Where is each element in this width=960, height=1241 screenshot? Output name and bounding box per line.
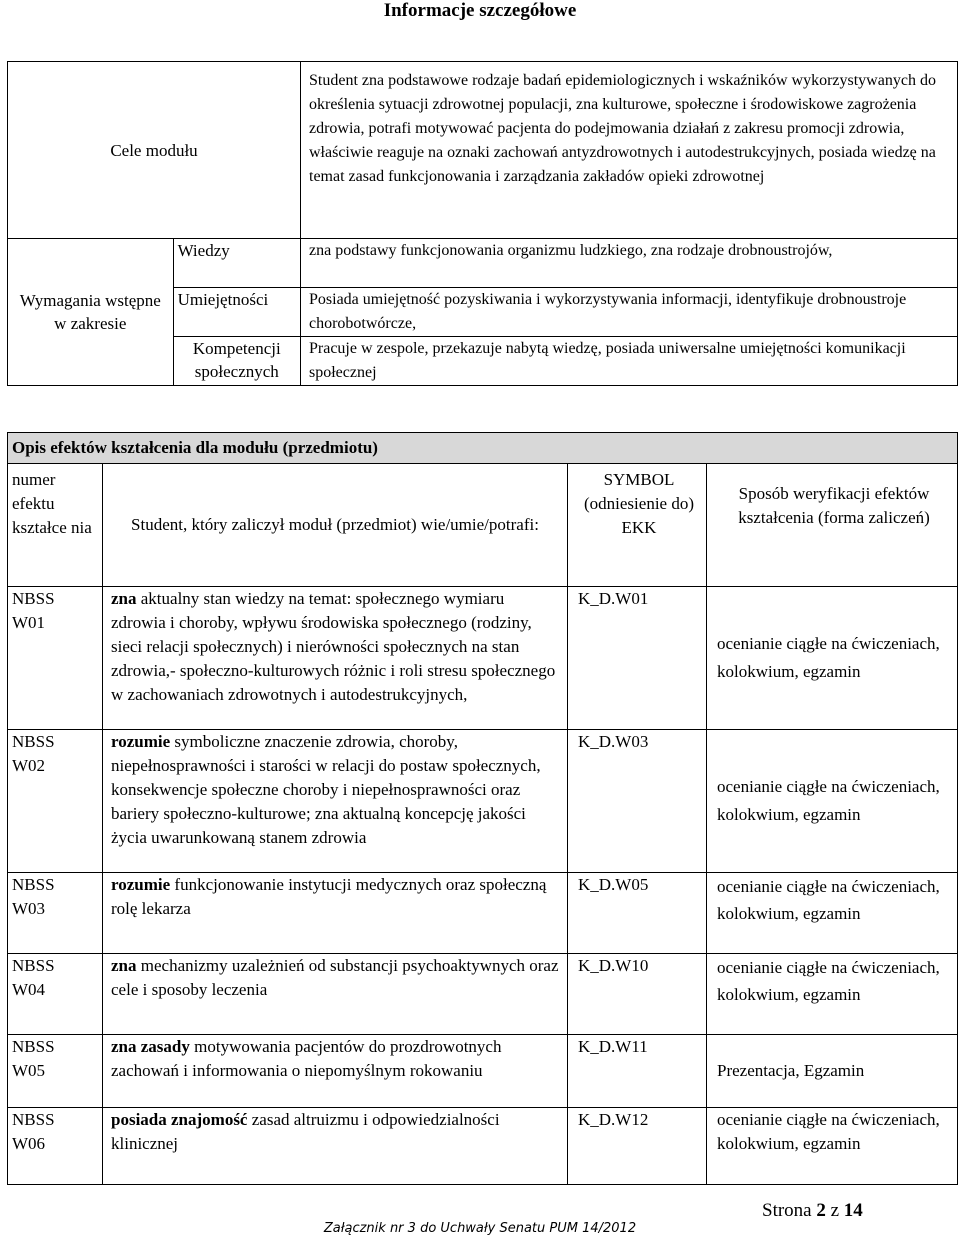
outcome-method: ocenianie ciągłe na ćwiczeniach, kolokwium, egzamin [707, 873, 958, 954]
goals-label: Cele modułu [8, 62, 301, 239]
outcome-text: aktualny stan wiedzy na temat: społecznego wymiaru zdrowia i choroby, wpływu środowiska społecznego (rodziny, sieci relacji społecznych) i nierówności społecznych na stan zdrowia,- społeczno-kulturowych różnic i roli stresu społecznego w zachowaniach zdrowotnych i autodestrukcyjnych, [111, 589, 556, 704]
outcome-number-prefix: NBSS [12, 875, 55, 894]
outcome-method: ocenianie ciągłe na ćwiczeniach, kolokwium, egzamin [707, 730, 958, 873]
outcome-verb: rozumie [111, 875, 171, 894]
outcome-method: ocenianie ciągłe na ćwiczeniach, kolokwium, egzamin [707, 587, 958, 730]
outcome-row [8, 1035, 958, 1108]
module-info-table [7, 61, 958, 386]
prereq-row-knowledge [8, 239, 958, 288]
outcome-row [8, 1108, 958, 1185]
outcome-number: W04 [12, 980, 46, 999]
outcome-symbol: K_D.W03 [568, 730, 707, 873]
outcome-number-prefix: NBSS [12, 1110, 55, 1129]
outcome-number-prefix: NBSS [12, 1037, 55, 1056]
outcome-method: Prezentacja, Egzamin [707, 1035, 958, 1108]
outcome-symbol: K_D.W12 [568, 1108, 707, 1185]
outcome-number: W02 [12, 756, 46, 775]
outcome-number: W05 [12, 1061, 46, 1080]
col-number-header: numer efektu kształce nia [8, 464, 103, 587]
footer-attachment: Załącznik nr 3 do Uchwały Senatu PUM 14/2012 [323, 1221, 637, 1236]
prereq-skills-text: Posiada umiejętność pozyskiwania i wykorzystywania informacji, identyfikuje drobnoustroje chorobotwórcze, [301, 288, 958, 337]
goals-row [8, 62, 958, 239]
outcome-row [8, 730, 958, 873]
prereq-knowledge-text: zna podstawy funkcjonowania organizmu ludzkiego, zna rodzaje drobnoustrojów, [301, 239, 958, 288]
outcome-verb: zna [111, 956, 137, 975]
outcomes-title: Opis efektów kształcenia dla modułu (przedmiotu) [8, 433, 958, 464]
outcome-symbol: K_D.W10 [568, 954, 707, 1035]
outcomes-header-row [8, 464, 958, 587]
outcome-text: funkcjonowanie instytucji medycznych oraz społeczną rolę lekarza [111, 875, 547, 918]
outcome-symbol: K_D.W11 [568, 1035, 707, 1108]
outcome-text: zasad altruizmu i odpowiedzialności klinicznej [111, 1110, 500, 1153]
outcome-verb: zna [111, 589, 137, 608]
prereq-social-text: Pracuje w zespole, przekazuje nabytą wiedzę, posiada uniwersalne umiejętności komunikacji społecznej [301, 337, 958, 386]
outcome-text: motywowania pacjentów do prozdrowotnych zachowań i informowania o niepomyślnym rokowaniu [111, 1037, 502, 1080]
page-prefix: Strona [762, 1200, 812, 1221]
outcome-number-prefix: NBSS [12, 732, 55, 751]
outcome-symbol: K_D.W01 [568, 587, 707, 730]
outcomes-table [7, 432, 958, 1185]
col-symbol-header: SYMBOL (odniesienie do) EKK [568, 464, 707, 587]
outcome-number: W03 [12, 899, 46, 918]
outcome-row [8, 587, 958, 730]
page-number [762, 1200, 863, 1222]
page-title: Informacje szczegółowe [383, 0, 577, 21]
outcome-verb: zna zasady [111, 1037, 190, 1056]
outcome-row [8, 873, 958, 954]
outcome-number: W01 [12, 613, 46, 632]
outcome-method: ocenianie ciągłe na ćwiczeniach, kolokwium, egzamin [707, 954, 958, 1035]
prereq-social-label: Kompetencji społecznych [173, 337, 300, 386]
outcome-number: W06 [12, 1134, 46, 1153]
prereq-knowledge-label: Wiedzy [173, 239, 300, 288]
goals-text: Student zna podstawowe rodzaje badań epidemiologicznych i wskaźników wykorzystywanych do określenia sytuacji zdrowotnej populacji, zna kulturowe, społeczne i środowiskowe zagrożenia zdrowia, potrafi motywować pacjenta do podejmowania działań z zakresu promocji zdrowia, właściwie reaguje na oznaki zachowań antyzdrowotnych i autodestrukcyjnych, posiada wiedzę na temat zasad funkcjonowania i zarządzania zakładów opieki zdrowotnej [301, 62, 958, 239]
outcome-verb: rozumie [111, 732, 171, 751]
outcome-number-prefix: NBSS [12, 956, 55, 975]
prereq-label: Wymagania wstępne w zakresie [8, 239, 174, 386]
page-of: z [830, 1200, 840, 1221]
outcome-symbol: K_D.W05 [568, 873, 707, 954]
col-desc-header: Student, który zaliczył moduł (przedmiot) wie/umie/potrafi: [103, 464, 568, 587]
outcomes-title-row [8, 433, 958, 464]
outcome-verb: posiada znajomość [111, 1110, 248, 1129]
page-total: 14 [843, 1200, 863, 1221]
outcome-text: mechanizmy uzależnień od substancji psychoaktywnych oraz cele i sposoby leczenia [111, 956, 559, 999]
prereq-skills-label: Umiejętności [173, 288, 300, 337]
outcome-number-prefix: NBSS [12, 589, 55, 608]
outcome-row [8, 954, 958, 1035]
outcome-method: ocenianie ciągłe na ćwiczeniach, kolokwium, egzamin [707, 1108, 958, 1185]
page-current: 2 [816, 1200, 826, 1221]
outcome-text: symboliczne znaczenie zdrowia, choroby, niepełnosprawności i starości w relacji do postaw społecznych, konsekwencje społeczne choroby i niepełnosprawności oraz bariery społeczno-kulturowe; zna aktualną koncepcję jakości życia uwarunkowaną stanem zdrowia [111, 732, 541, 847]
col-method-header: Sposób weryfikacji efektów kształcenia (forma zaliczeń) [707, 464, 958, 587]
